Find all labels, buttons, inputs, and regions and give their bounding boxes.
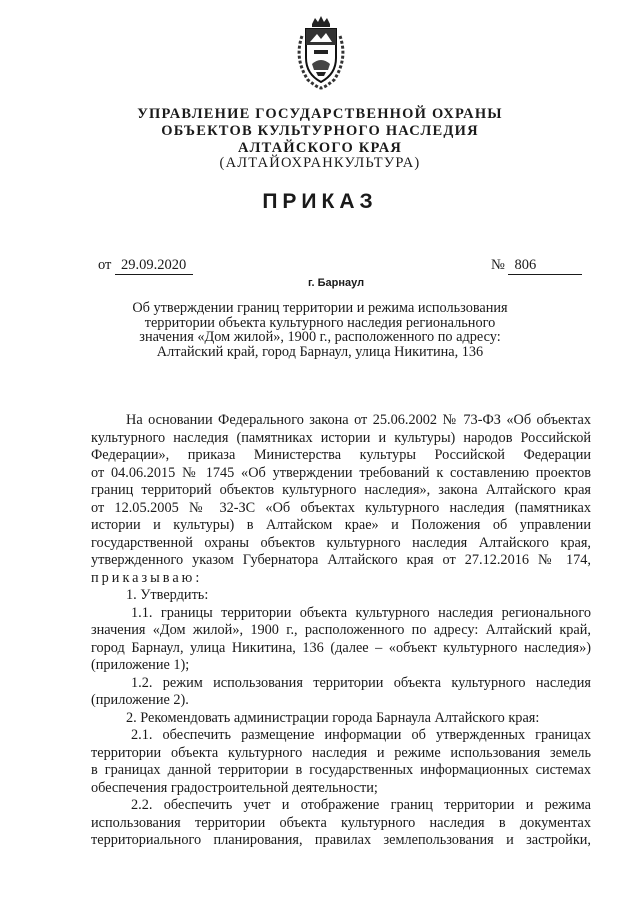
item-2-2-line: 2.2. обеспечить учет и отображение границ территории и режима [131,797,591,813]
preamble-line: границ территорий объектов культурного наследия», закона Алтайского края [91,482,591,498]
date-field [98,257,193,275]
subject-line: Алтайский край, город Барнаул, улица Никитина, 136 [156,343,484,360]
preamble-line: от 04.06.2015 № 1745 «Об утверждении требований к составлению проектов [91,464,591,481]
item-2: 2. Рекомендовать администрации города Барнаула Алтайского края: [126,709,540,726]
item-1-1-line: город Барнаул, улица Никитина, 136 (далее – «объект культурного наследия») [91,639,591,656]
item-2-2-line: территориального планирования, правилах землепользования и застройки, [91,832,591,848]
item-2-1-line: в границах данной территории в государственных информационных системах [91,762,591,778]
org-name-line: УПРАВЛЕНИЕ ГОСУДАРСТВЕННОЙ ОХРАНЫ [137,106,503,122]
document-body [91,412,591,850]
item-1-1-line: (приложение 1); [91,657,190,673]
number-field [491,257,582,275]
preamble-line: государственной охраны объектов культурного наследия Алтайского края, [91,534,591,551]
order-word: приказываю: [91,569,203,586]
date-label: от [98,257,112,273]
number-label: № [491,257,505,273]
item-1: 1. Утвердить: [126,587,209,603]
date-value: 29.09.2020 [115,257,193,275]
subject-line: Об утверждении границ территории и режима использования [132,300,508,316]
subject-line: территории объекта культурного наследия регионального [144,314,496,331]
item-2-1-line: территории объекта культурного наследия и режиме использования земель [91,744,591,761]
org-name-line: ОБЪЕКТОВ КУЛЬТУРНОГО НАСЛЕДИЯ [161,123,479,139]
city-label: г. Барнаул [308,277,365,289]
item-1-2-line: (приложение 2). [91,692,189,708]
number-value: 806 [508,257,582,275]
subject-line: значения «Дом жилой», 1900 г., расположенного по адресу: [139,329,501,345]
org-name-line: АЛТАЙСКОГО КРАЯ [237,140,403,156]
item-2-1-line: обеспечения градостроительной деятельности; [91,779,378,796]
preamble-line: Федерации», приказа Министерства культуры Российской Федерации [91,447,591,463]
item-1-1-line: значения «Дом жилой», 1900 г., расположенного по адресу: Алтайский край, [91,622,591,638]
item-2-2-line: использования территории объекта культурного наследия в документах [91,814,591,831]
preamble-line: На основании Федерального закона от 25.06.2002 № 73-ФЗ «Об объектах [126,412,591,428]
document-subject [110,301,530,359]
preamble-line: культурного наследия (памятниках истории и культуры) народов Российской [91,429,591,446]
document-type-title: ПРИКАЗ [262,190,378,213]
preamble-line: от 12.05.2005 № 32-ЗС «Об объектах культурного наследия (памятниках [91,499,591,516]
preamble-line: истории и культуры) в Алтайском крае» и Положения об управлении [91,517,591,533]
coat-of-arms-emblem [290,14,352,92]
org-short-name: (АЛТАЙОХРАНКУЛЬТУРА) [219,155,421,171]
item-2-1-line: 2.1. обеспечить размещение информации об утвержденных границах [131,727,591,743]
item-1-2-line: 1.2. режим использования территории объекта культурного наследия [131,674,591,691]
preamble-line: утвержденного указом Губернатора Алтайского края от 27.12.2016 № 174, [91,552,591,568]
item-1-1-line: 1.1. границы территории объекта культурного наследия регионального [131,604,591,621]
